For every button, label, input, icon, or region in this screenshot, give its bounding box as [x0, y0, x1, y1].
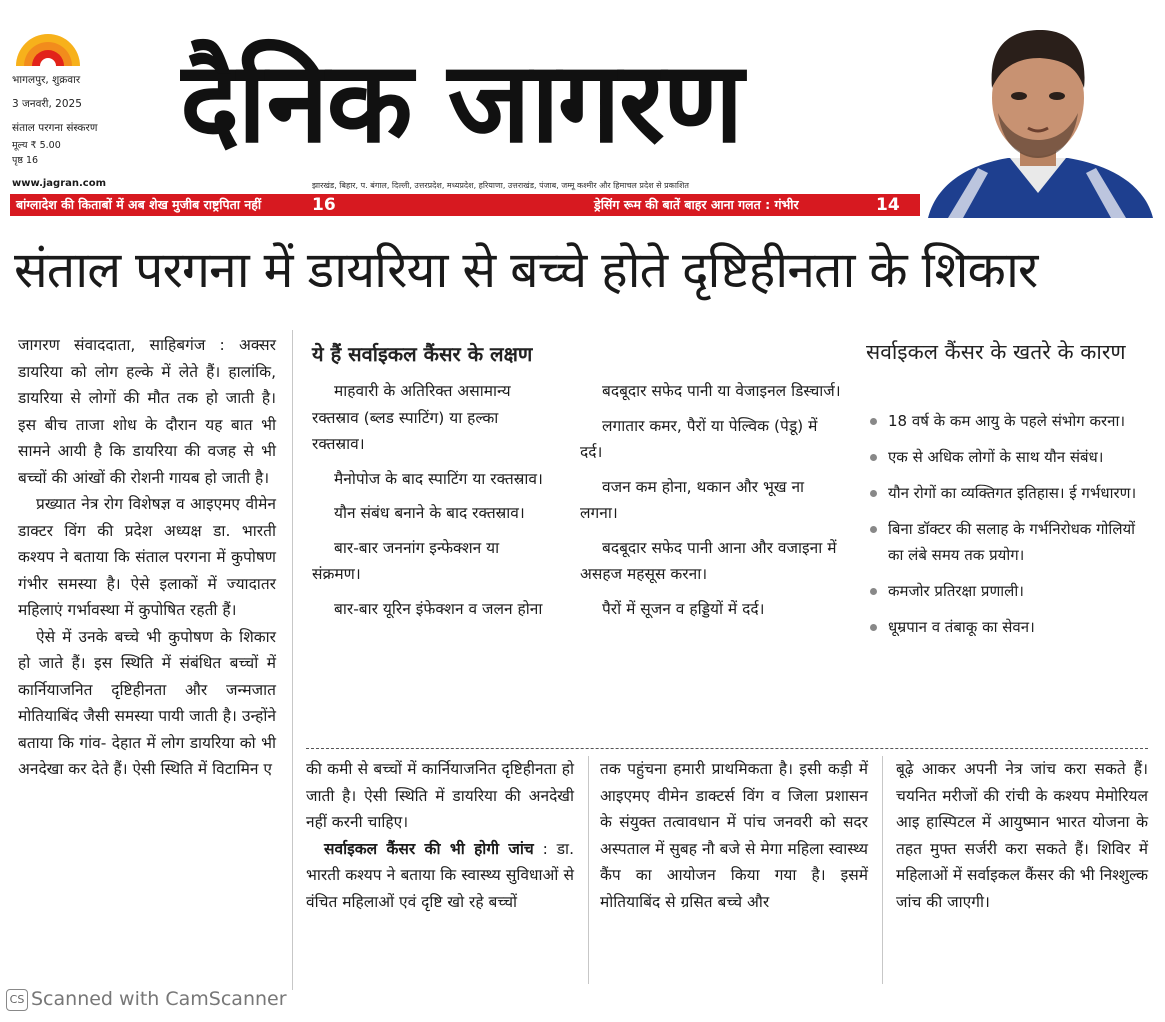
symptoms-list-right	[580, 378, 842, 630]
published-states: झारखंड, बिहार, प. बंगाल, दिल्ली, उत्तरप्रदेश, मध्यप्रदेश, हरियाणा, उत्तराखंड, पंजाब, जम्मू कश्मीर और हिमाचल प्रदेश से प्रकाशित	[312, 181, 689, 190]
teaser-bangladesh-page: 16	[312, 195, 336, 215]
list-item: यौन संबंध बनाने के बाद रक्तस्राव।	[334, 504, 525, 522]
list-item: यौन रोगों का व्यक्तिगत इतिहास। ई गर्भधारण।	[866, 480, 1146, 506]
column-divider	[882, 756, 883, 984]
article-column-3	[600, 756, 868, 915]
newspaper-title: दैनिक जागरण	[180, 38, 742, 168]
list-item: बार-बार यूरिन इंफेक्शन व जलन होना	[334, 599, 543, 618]
main-headline: संताल परगना में डायरिया से बच्चे होते दृष्टिहीनता के शिकार	[14, 241, 1038, 299]
paragraph: ऐसे में उनके बच्चे भी कुपोषण के शिकार हो जाते हैं। इस स्थिति में संबंधित बच्चों में कार्नियाजनित दृष्टिहीनता और जन्मजात मोतियाबिंद जैसी समस्या पायी जाती है। उन्होंने बताया कि गांव- देहात में लोग डायरिया को भी अनदेखा कर देते हैं। ऐसी स्थिति में विटामिन ए	[18, 627, 276, 778]
teaser-gambhir-page: 14	[876, 195, 900, 215]
section-divider	[306, 748, 1148, 749]
edition-name: संताल परगना संस्करण	[12, 122, 98, 134]
paragraph: तक पहुंचना हमारी प्राथमिकता है। इसी कड़ी में आइएमए वीमेन डाक्टर्स विंग व जिला प्रशासन के संयुक्त तत्वावधान में पांच जनवरी को सदर अस्पताल में सुबह नौ बजे से मेगा महिला स्वास्थ्य कैंप का आयोजन किया गया है। इसमें मोतियाबिंद से ग्रसित बच्चे और	[600, 760, 868, 911]
symptoms-title: ये हैं सर्वाइकल कैंसर के लक्षण	[312, 342, 533, 366]
list-item: बदबूदार सफेद पानी आना और वजाइना में असहज महसूस करना।	[580, 538, 837, 583]
website-link[interactable]: www.jagran.com	[12, 178, 107, 189]
bullet-icon	[870, 454, 877, 461]
paragraph: सर्वाइकल कैंसर की भी होगी जांच : डा. भारती कश्यप ने बताया कि स्वास्थ्य सुविधाओं से वंचित महिलाओं एवं दृष्टि खो रहे बच्चों	[306, 839, 574, 911]
watermark-label: Scanned with CamScanner	[31, 988, 287, 1010]
list-item: वजन कम होना, थकान और भूख ना लगना।	[580, 477, 805, 522]
paragraph: की कमी से बच्चों में कार्नियाजनित दृष्टिहीनता हो जाती है। ऐसी स्थिति में डायरिया की अनदेखी नहीं करनी चाहिए।	[306, 760, 574, 831]
risks-title: सर्वाइकल कैंसर के खतरे के कारण	[866, 340, 1126, 364]
paragraph: जागरण संवाददाता, साहिबगंज : अक्सर डायरिया को लोग हल्के में लेते हैं। हालांकि, डायरिया से लोगों की मौत तक हो जाती है। इस बीच ताजा शोध के दौरान यह बात भी सामने आयी है कि डायरिया की वजह से भी बच्चों की आंखों की रोशनी गायब हो जाती है।	[18, 336, 276, 487]
subheading: सर्वाइकल कैंसर की भी होगी जांच	[324, 839, 534, 858]
camscanner-icon: CS	[6, 989, 28, 1011]
list-item: माहवारी के अतिरिक्त असामान्य रक्तस्राव (ब्लड स्पाटिंग) या हल्का रक्तस्राव।	[312, 382, 511, 453]
price: मूल्य ₹ 5.00	[12, 140, 61, 151]
bullet-icon	[870, 526, 877, 533]
bullet-icon	[870, 624, 877, 631]
bullet-icon	[870, 490, 877, 497]
list-item: बिना डॉक्टर की सलाह के गर्भनिरोधक गोलियों का लंबे समय तक प्रयोग।	[866, 516, 1146, 568]
list-item: एक से अधिक लोगों के साथ यौन संबंध।	[866, 444, 1146, 470]
gambhir-photo	[918, 18, 1156, 218]
teaser-bangladesh[interactable]: बांग्लादेश की किताबों में अब शेख मुजीब राष्ट्रपिता नहीं	[16, 197, 262, 212]
list-item: लगातार कमर, पैरों या पेल्विक (पेडू) में दर्द।	[580, 416, 818, 461]
list-item: 18 वर्ष के कम आयु के पहले संभोग करना।	[866, 408, 1146, 434]
list-item: धूम्रपान व तंबाकू का सेवन।	[866, 614, 1146, 640]
paragraph: प्रख्यात नेत्र रोग विशेषज्ञ व आइएमए वीमेन डाक्टर विंग की प्रदेश अध्यक्ष डा. भारती कश्यप ने बताया कि संताल परगना में कुपोषण गंभीर समस्या है। ऐसे इलाकों में ज्यादातर महिलाएं गर्भावस्था में कुपोषित रहती हैं।	[18, 495, 276, 619]
article-column-4	[896, 756, 1148, 915]
paragraph: बूढ़े आकर अपनी नेत्र जांच करा सकते हैं। चयनित मरीजों की रांची के कश्यप मेमोरियल आइ हास्पिटल में आयुष्मान भारत योजना के तहत मुफ्त सर्जरी करा सकते हैं। शिविर में महिलाओं में सर्वाइकल कैंसर की भी निश्शुल्क जांच की जाएगी।	[896, 760, 1148, 911]
symptoms-list-left	[312, 378, 550, 630]
list-item: बार-बार जननांग इन्फेक्शन या संक्रमण।	[312, 538, 500, 583]
bullet-icon	[870, 418, 877, 425]
jagran-sun-logo	[12, 28, 84, 68]
list-item: मैनोपोज के बाद स्पाटिंग या रक्तस्राव।	[334, 469, 543, 488]
page-count: पृष्ठ 16	[12, 155, 39, 166]
column-divider	[588, 756, 589, 984]
article-column-1	[18, 332, 276, 783]
list-item: कमजोर प्रतिरक्षा प्रणाली।	[866, 578, 1146, 604]
risks-list	[866, 408, 1146, 650]
list-item: पैरों में सूजन व हड्डियों में दर्द।	[602, 599, 765, 618]
list-item: बदबूदार सफेद पानी या वेजाइनल डिस्चार्ज।	[602, 382, 841, 400]
city-day: भागलपुर, शुक्रवार	[12, 74, 81, 86]
teaser-gambhir[interactable]: ड्रेसिंग रूम की बातें बाहर आना गलत : गंभीर	[594, 197, 799, 212]
issue-date: 3 जनवरी, 2025	[12, 98, 82, 110]
bullet-icon	[870, 588, 877, 595]
column-divider	[292, 330, 293, 990]
article-column-2	[306, 756, 574, 915]
camscanner-watermark	[6, 988, 287, 1011]
